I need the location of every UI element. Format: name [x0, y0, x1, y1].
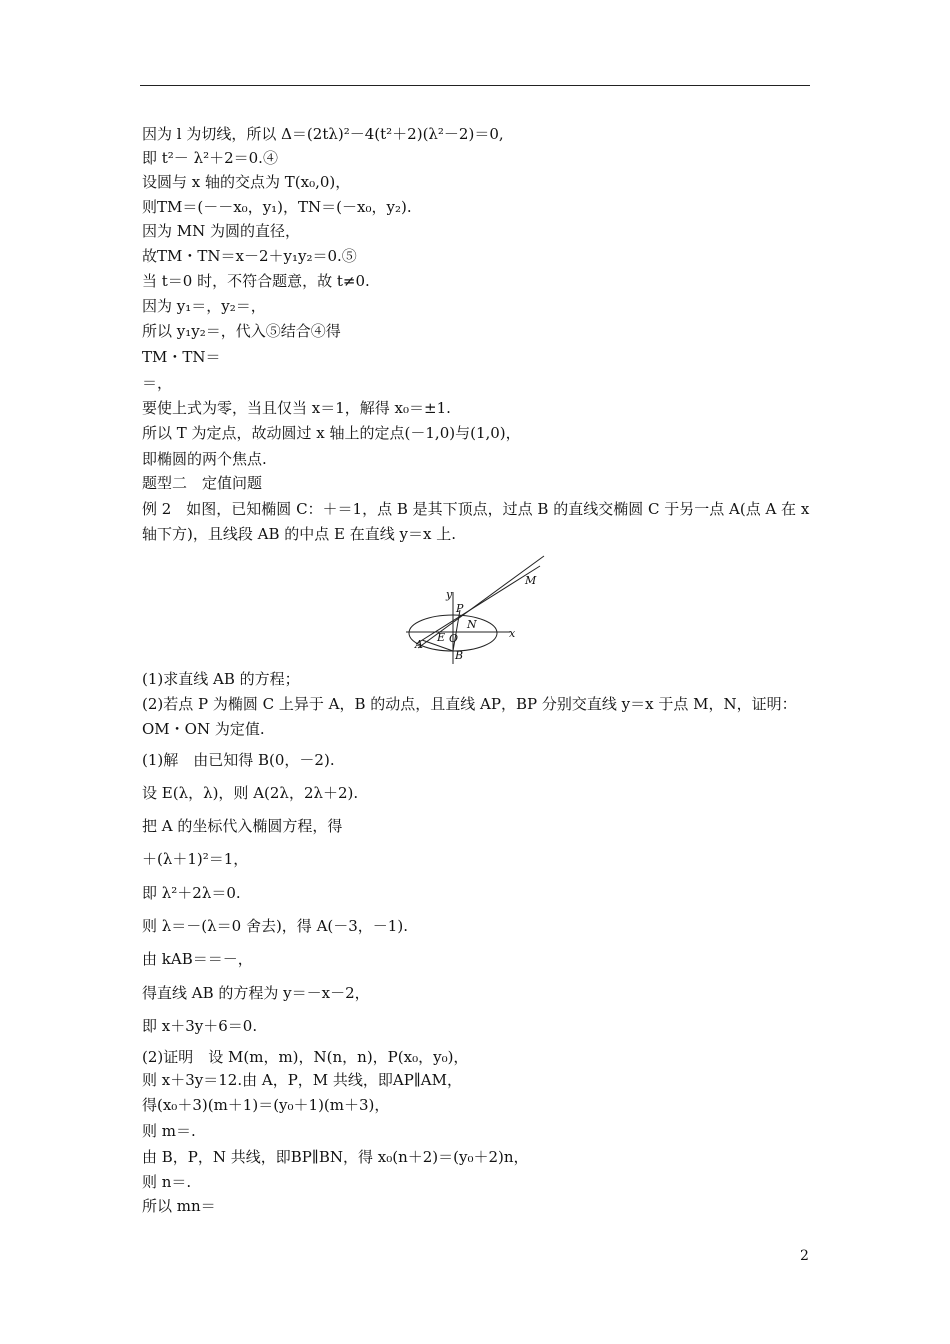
text-line: 因为 y₁＝，y₂＝，	[142, 297, 266, 315]
text-line: 则 x＋3y＝12.由 A，P，M 共线，即AP∥AM，	[142, 1071, 462, 1089]
text-line: 要使上式为零，当且仅当 x＝1，解得 x₀＝±1.	[142, 399, 451, 417]
text-line: 得直线 AB 的方程为 y＝－x－2，	[142, 984, 370, 1002]
text-line: 则TM＝(－－x₀，y₁)，TN＝(－x₀，y₂).	[142, 198, 412, 216]
text-line: (2)证明 设 M(m，m)，N(n，n)，P(x₀，y₀)，	[142, 1048, 469, 1066]
label-b: B	[455, 649, 464, 662]
text-line: 即 t²－ λ²＋2＝0.④	[142, 149, 278, 167]
text-line: 所以 mn＝	[142, 1197, 216, 1215]
text-line: 当 t＝0 时，不符合题意，故 t≠0.	[142, 272, 370, 290]
label-n: N	[467, 618, 477, 631]
label-p: P	[456, 602, 464, 615]
text-line: 例 2 如图，已知椭圆 C：＋＝1，点 B 是其下顶点，过点 B 的直线交椭圆 C 于另一点 A(点 A 在 x	[142, 500, 810, 518]
text-line: 轴下方)，且线段 AB 的中点 E 在直线 y＝x 上.	[142, 525, 456, 543]
text-line: 因为 MN 为圆的直径，	[142, 222, 301, 240]
text-line: OM・ON 为定值.	[142, 720, 265, 738]
label-x: x	[509, 627, 516, 640]
text-line: TM・TN＝	[142, 348, 221, 366]
text-line: 因为 l 为切线，所以 Δ＝(2tλ)²－4(t²＋2)(λ²－2)＝0,	[142, 125, 504, 143]
page-number: 2	[800, 1248, 809, 1264]
text-line: 则 λ＝－(λ＝0 舍去)，得 A(－3，－1).	[142, 917, 408, 935]
label-a: A	[415, 638, 423, 651]
text-line: 把 A 的坐标代入椭圆方程，得	[142, 817, 343, 835]
label-y: y	[446, 588, 453, 601]
ellipse-figure	[402, 552, 554, 664]
label-e: E	[437, 631, 446, 644]
text-line: 即椭圆的两个焦点.	[142, 450, 267, 468]
text-line: 由 B，P，N 共线，即BP∥BN，得 x₀(n＋2)＝(y₀＋2)n，	[142, 1148, 529, 1166]
text-line: 故TM・TN＝x－2＋y₁y₂＝0.⑤	[142, 247, 357, 265]
text-line: 即 x＋3y＋6＝0.	[142, 1017, 258, 1035]
text-line: 设圆与 x 轴的交点为 T(x₀,0)，	[142, 173, 351, 191]
text-line: 得(x₀＋3)(m＋1)＝(y₀＋1)(m＋3)，	[142, 1096, 390, 1114]
text-line: 题型二 定值问题	[142, 474, 263, 492]
text-line: 即 λ²＋2λ＝0.	[142, 884, 241, 902]
text-line: 所以 y₁y₂＝，代入⑤结合④得	[142, 322, 341, 340]
text-line: 则 n＝.	[142, 1173, 192, 1191]
label-m: M	[525, 574, 537, 587]
text-line: 由 kAB＝＝－，	[142, 950, 253, 968]
text-line: 所以 T 为定点，故动圆过 x 轴上的定点(－1,0)与(1,0)，	[142, 424, 521, 442]
text-line: (2)若点 P 为椭圆 C 上异于 A，B 的动点，且直线 AP，BP 分别交直线 y＝x 于点 M，N，证明：	[142, 695, 797, 713]
header-rule	[140, 85, 810, 86]
text-line: ＝，	[142, 374, 173, 392]
text-line: (1)求直线 AB 的方程；	[142, 670, 300, 688]
label-o: O	[449, 632, 459, 645]
text-line: 设 E(λ，λ)，则 A(2λ，2λ＋2).	[142, 784, 359, 802]
text-line: (1)解 由已知得 B(0，－2).	[142, 751, 335, 769]
text-line: ＋(λ＋1)²＝1，	[142, 850, 249, 868]
text-line: 则 m＝.	[142, 1122, 196, 1140]
